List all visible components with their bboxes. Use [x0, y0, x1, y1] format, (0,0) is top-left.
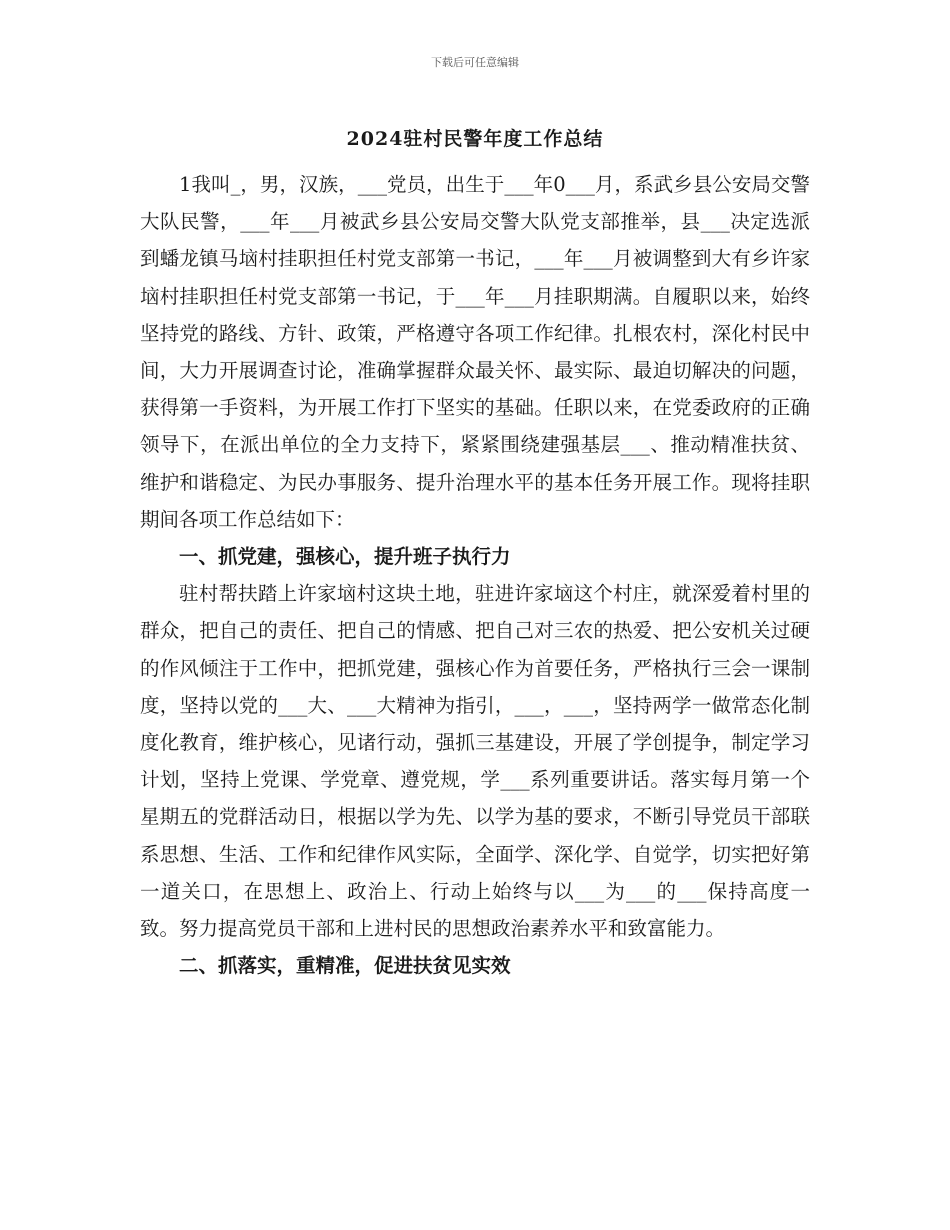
section-heading-2: 二、抓落实，重精准，促进扶贫见实效 [179, 954, 511, 978]
header-note: 下载后可任意编辑 [431, 56, 519, 69]
section-heading-1: 一、抓党建，强核心，提升班子执行力 [179, 545, 511, 569]
paragraph-party-building: 驻村帮扶踏上许家垴村这块土地，驻进许家垴这个村庄，就深爱着村里的群众，把自己的责任、把自己的情感、把自己对三农的热爱、把公安机关过硬的作风倾注于工作中，把抓党建，强核心作为首要任务，严格执行三会一课制度，坚持以党的___大、___大精神为指引，___，___，坚持两学一做常态化制度化教育，维护核心，见诸行动，强抓三基建设，开展了学创提争，制定学习计划，坚持上党课、学党章、遵党规，学___系列重要讲话。落实每月第一个星期五的党群活动日，根据以学为先、以学为基的要求，不断引导党员干部联系思想、生活、工作和纪律作风实际，全面学、深化学、自觉学，切实把好第一道关口，在思想上、政治上、行动上始终与以___为___的___保持高度一致。努力提高党员干部和上进村民的思想政治素养水平和致富能力。 [140, 582, 810, 941]
document-body [140, 166, 810, 984]
paragraph-intro: 1我叫_，男，汉族，___党员，出生于___年0___月，系武乡县公安局交警大队民警，___年___月被武乡县公安局交警大队党支部推举，县___决定选派到蟠龙镇马垴村挂职担任村党支部第一书记，___年___月被调整到大有乡许家垴村挂职担任村党支部第一书记，于___年___月挂职期满。自履职以来，始终坚持党的路线、方针、政策，严格遵守各项工作纪律。扎根农村，深化村民中间，大力开展调查讨论，准确掌握群众最关怀、最实际、最迫切解决的问题，获得第一手资料，为开展工作打下坚实的基础。任职以来，在党委政府的正确领导下，在派出单位的全力支持下，紧紧围绕建强基层___、推动精准扶贫、维护和谐稳定、为民办事服务、提升治理水平的基本任务开展工作。现将挂职期间各项工作总结如下： [140, 173, 810, 531]
document-title: 2024驻村民警年度工作总结 [346, 128, 604, 150]
